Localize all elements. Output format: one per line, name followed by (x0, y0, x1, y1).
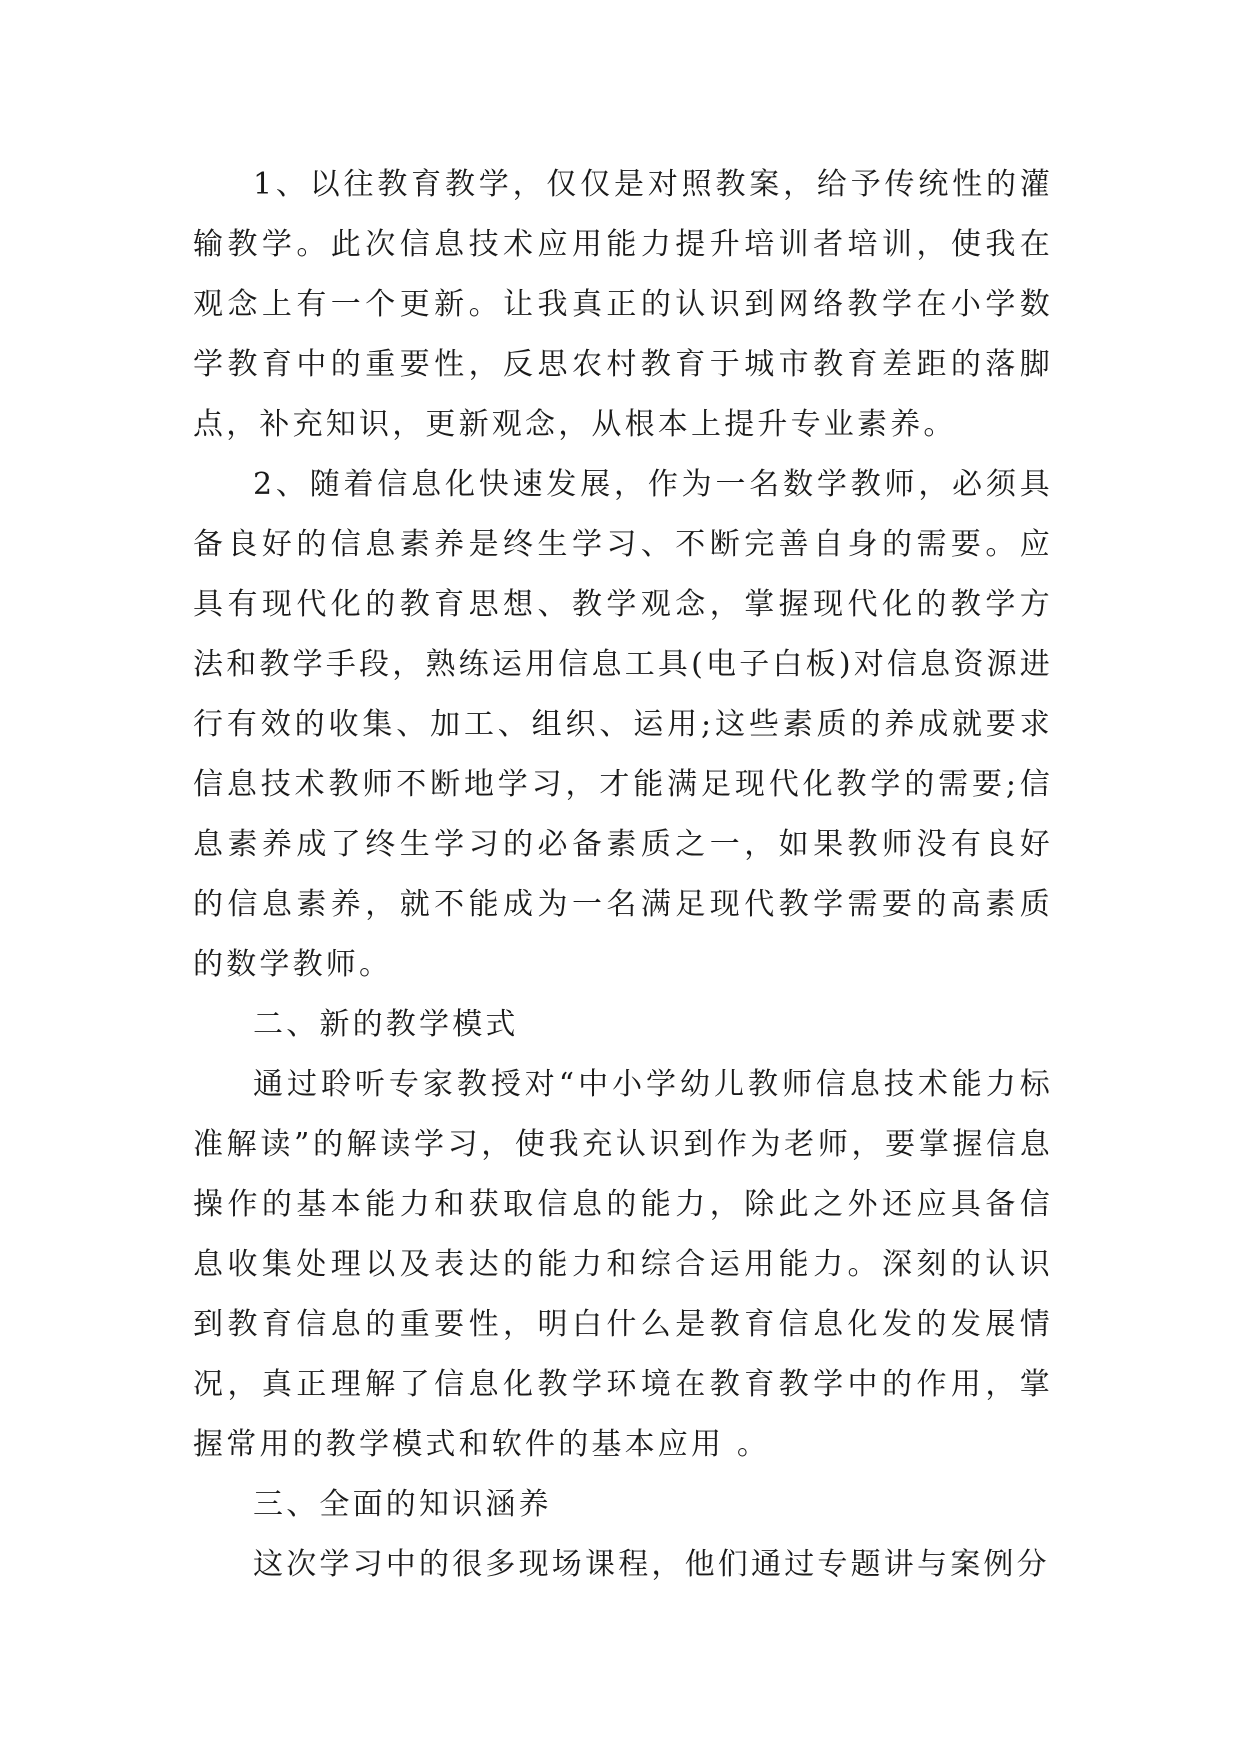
paragraph-item-2: 2、随着信息化快速发展，作为一名数学教师，必须具备良好的信息素养是终生学习、不断完善自身的需要。应具有现代化的教育思想、教学观念，掌握现代化的教学方法和教学手段，熟练运用信息工具(电子白板)对信息资源进行有效的收集、加工、组织、运用;这些素质的养成就要求信息技术教师不断地学习，才能满足现代化教学的需要;信息素养成了终生学习的必备素质之一，如果教师没有良好的信息素养，就不能成为一名满足现代教学需要的高素质的数学教师。 (193, 467, 1053, 982)
paragraph-knowledge: 这次学习中的很多现场课程，他们通过专题讲与案例分 (253, 1547, 1050, 1582)
section-heading-knowledge: 三、全面的知识涵养 (253, 1487, 552, 1522)
paragraph-teaching-mode: 通过聆听专家教授对“中小学幼儿教师信息技术能力标准解读”的解读学习，使我充认识到作为老师，要掌握信息操作的基本能力和获取信息的能力，除此之外还应具备信息收集处理以及表达的能力和综合运用能力。深刻的认识到教育信息的重要性，明白什么是教育信息化发的发展情况，真正理解了信息化教学环境在教育教学中的作用，掌握常用的教学模式和软件的基本应用 。 (193, 1067, 1053, 1462)
document-body (193, 155, 1053, 1595)
section-heading-teaching-mode: 二、新的教学模式 (253, 1007, 519, 1042)
paragraph-item-1: 1、以往教育教学，仅仅是对照教案，给予传统性的灌输教学。此次信息技术应用能力提升培训者培训，使我在观念上有一个更新。让我真正的认识到网络教学在小学数学教育中的重要性，反思农村教育于城市教育差距的落脚点，补充知识，更新观念，从根本上提升专业素养。 (193, 167, 1053, 442)
